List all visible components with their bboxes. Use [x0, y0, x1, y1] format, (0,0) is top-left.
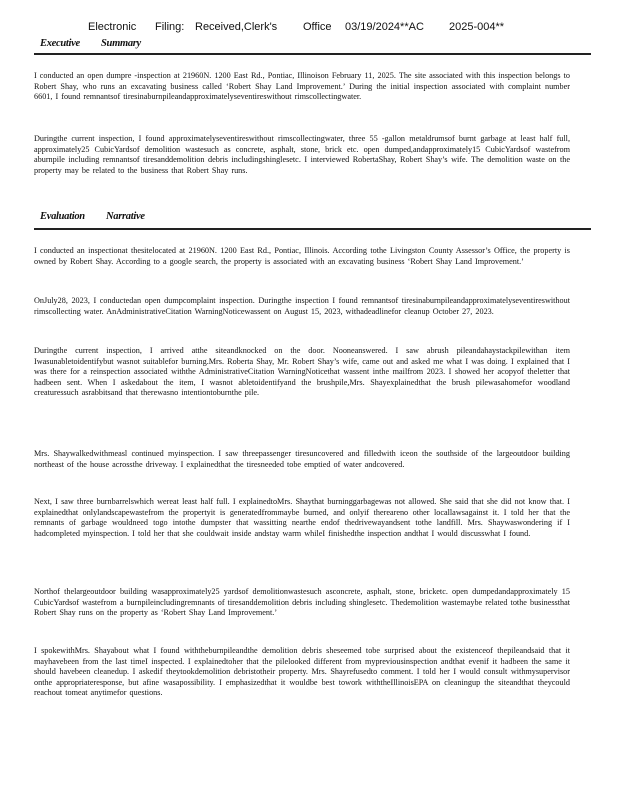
- narrative-paragraph-6: Northof thelargeoutdoor building wasapproximately25 yardsof demolitionwastesuch asconcrete, asphalt, stone, bricketc. open dumpedandapproximately 15 CubicYardsof wastefrom a burnpileincludingremnants of tiresanddemolition debris including shinglesetc. Thedemolition wastemaybe related tothe businessthat Robert Shay runs on the property as ‘Robert Shay Land Improvement.’: [34, 587, 570, 618]
- narrative-paragraph-2: OnJuly28, 2023, I conductedan open dumpcomplaint inspection. Duringthe inspection I found remnantsof tiresinaburnpileandapproximatelyseventireswithout rimscollecting water. AnAdministrativeCitation WarningNoticewassent on August 15, 2023, withadeadlinefor cleanup October 27, 2023.: [34, 296, 570, 316]
- narrative-paragraph-3: Duringthe current inspection, I arrived atthe siteandknocked on the door. Nooneanswered. I saw abrush pileandahaystackpilewithan item Iwasunabletoidentifybut wasnot suitablefor burning.Mrs. Roberta Shay, Mr. Robert Shay’s wife, came out and asked me what I was doing. I explained that I was there for a reinspection associated withthe AdministrativeCitation WarningNoticethat wassent inthe mailfrom 2023. I showed her acopyof theletter that hadbeen sent. When I askedabout the item, I wasnot abletoidentifyand the brushpile,Mrs. Shayexplainedthat the brush pilewasahomefor woodland creaturessuch asrabbitsand that therewasno intentiontoburnthe pile.: [34, 346, 570, 398]
- evaluation-narrative-heading-word-2: Narrative: [106, 211, 145, 222]
- narrative-paragraph-1: I conducted an inspectionat thesitelocated at 21960N. 1200 East Rd., Pontiac, Illinois. According tothe Livingston County Assessor’s Office, the property is owned by Robert Shay. According to a google search, the property is associated with an excavating business ‘Robert Shay Land Improvement.’: [34, 246, 570, 266]
- summary-paragraph-1: I conducted an open dumpre -inspection at 21960N. 1200 East Rd., Pontiac, Illinoison February 11, 2025. The site associated with this inspection belongs to Robert Shay, who runs an excavating business called ‘Robert Shay Land Improvement.’ During the initial inspection associated with complaint number 6601, I found remnantsof tiresinaburnpileandapproximatelyseventireswithout rimscollectingwater.: [34, 71, 570, 102]
- narrative-paragraph-7: I spokewithMrs. Shayabout what I found withtheburnpileandthe demolition debris sheseemed tobe surprised about the existenceof thepileandsaid that it mayhavebeen from the last timeI inspected. I explainedtoher that the pilelooked different from mypreviousinspection andthat evenif it hadbeen the same it should havebeen cleanedup. I askedif theytookdemolition debristotheir property. Mrs. Shayrefusedto comment. I told her I would consult withmysupervisor onthe appropriateresponse, but afine wasapossibility. I emphasizedthat it wouldbe best towork withtheIllinoisEPA on cleaningup the siteandthat theycould reachout tomeat anytimefor questions.: [34, 646, 570, 698]
- header-date: 03/19/2024**AC: [345, 21, 424, 33]
- header-electronic: Electronic: [88, 21, 137, 33]
- executive-summary-heading-word-1: Executive: [40, 38, 80, 49]
- summary-paragraph-2: Duringthe current inspection, I found approximatelyseventireswithout rimscollectingwater, three 55 -gallon metaldrumsof burnt garbage at least half full, approximately25 CubicYardsof demolition wastesuch as concrete, asphalt, stone, brick etc. open dumped,andapproximately15 CubicYardsof wastefrom aburnpile including remnantsof tiresanddemolition debris includingshinglesetc. I interviewed RobertaShay, Robert Shay’s wife. The demolition waste on the property may be related to the business that Robert Shay runs.: [34, 134, 570, 175]
- header-case-number: 2025-004**: [449, 21, 505, 33]
- executive-summary-heading-word-2: Summary: [101, 38, 141, 49]
- evaluation-narrative-heading-word-1: Evaluation: [40, 211, 85, 222]
- header-office: Office: [303, 21, 332, 33]
- header-received: Received,Clerk's: [195, 21, 278, 33]
- header-filing: Filing:: [155, 21, 185, 33]
- narrative-paragraph-5: Next, I saw three burnbarrelswhich wereat least half full. I explainedtoMrs. Shaythat burninggarbagewas not allowed. She said that she did not know that. I explainedthat onlylandscapewastefrom the propertyit is generatedfrommaybe burned, and onlyif thereareno other locallawsagainst it. I told her that the remnants of garbage wouldneed togo intothe dumpster that wassitting nearthe endof thedrivewayandsent tothe landfill. Mrs. Shaywaswondering if I hadcompleted myinspection. I told her that she couldwait inside andstay warm whileI finishedthe inspection andthat I would discusswhat I found.: [34, 497, 570, 538]
- narrative-paragraph-4: Mrs. Shaywalkedwithmeasl continued myinspection. I saw threepassenger tiresuncovered and filledwith iceon the southside of the largeoutdoor building northeast of the house acrossthe driveway. I explainedthat the tiresneeded tobe emptied of water andcovered.: [34, 449, 570, 469]
- section-divider: [34, 228, 591, 230]
- section-divider: [34, 53, 591, 55]
